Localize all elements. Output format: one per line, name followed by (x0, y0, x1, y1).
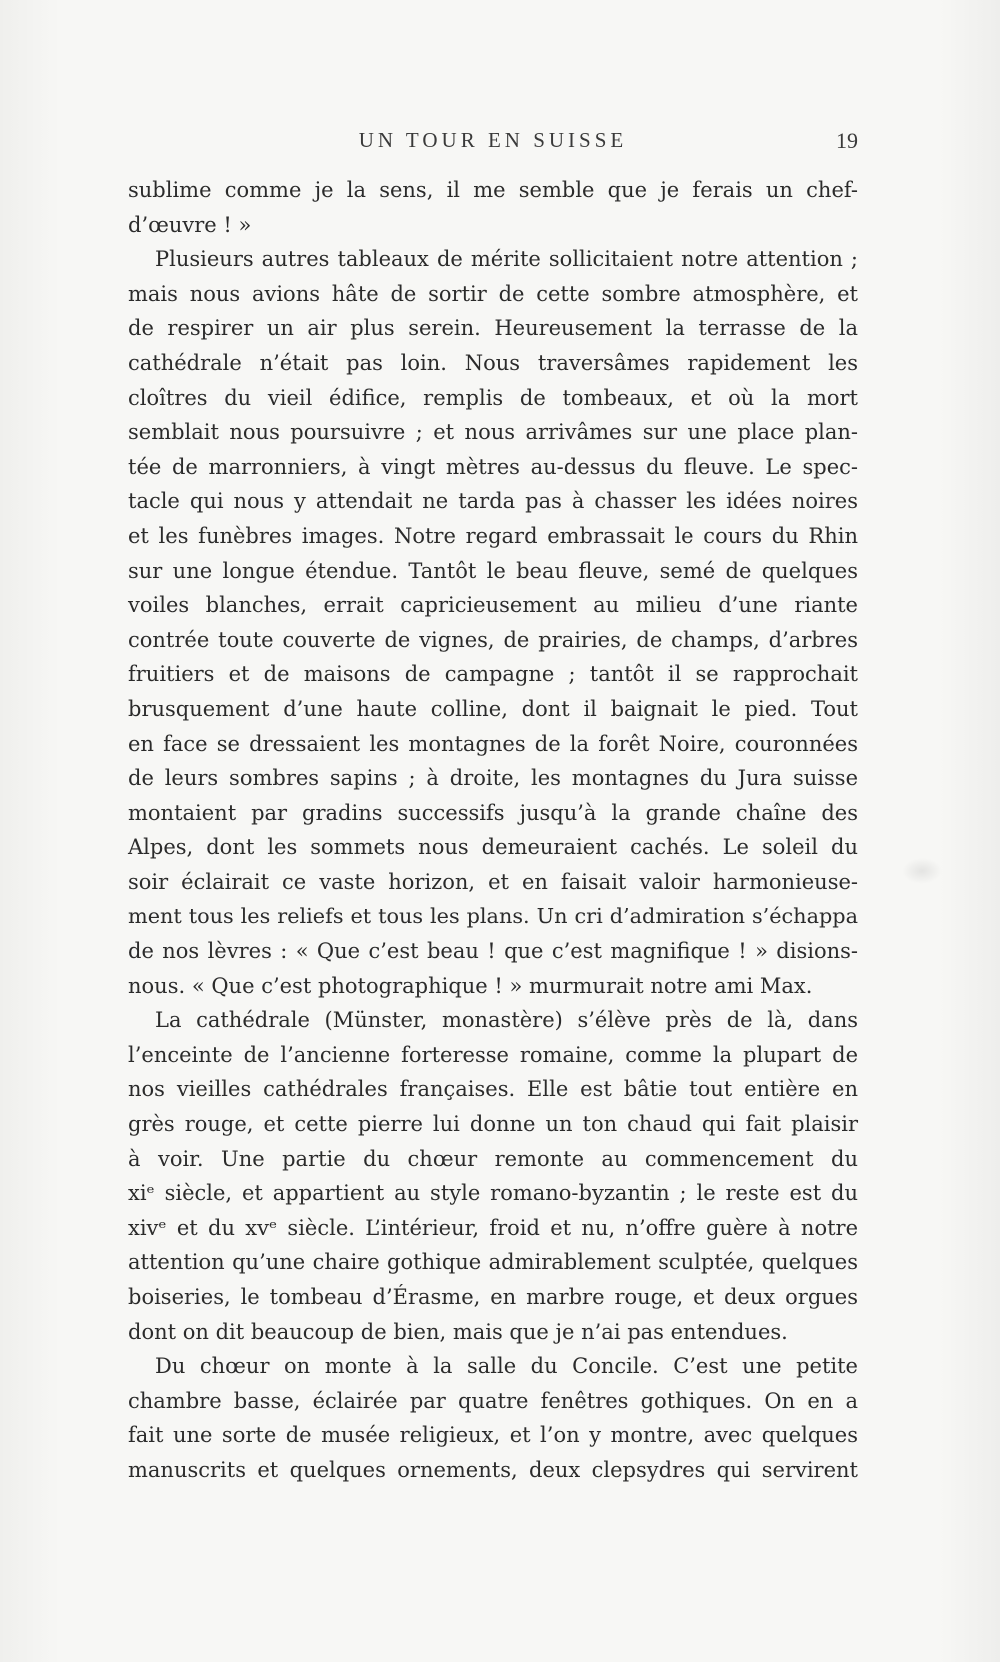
text-line: en face se dressaient les montagnes de la forêt Noire, couronnées (128, 731, 858, 756)
text-line: xiᵉ siècle, et appartient au style romano-byzantin ; le reste est du (128, 1181, 858, 1206)
text-line: l’enceinte de l’ancienne forteresse romaine, comme la plupart de (128, 1042, 858, 1067)
text-line: cloîtres du vieil édifice, remplis de tombeaux, et où la mort (128, 385, 858, 410)
running-head (128, 128, 858, 158)
body-text (128, 173, 858, 1488)
text-line: cathédrale n’était pas loin. Nous traversâmes rapidement les (128, 350, 858, 375)
text-line: de respirer un air plus serein. Heureusement la terrasse de la (128, 316, 858, 341)
text-line: La cathédrale (Münster, monastère) s’élève près de là, dans (155, 1008, 858, 1033)
text-line: mais nous avions hâte de sortir de cette sombre atmosphère, et (128, 281, 858, 306)
text-line: voiles blanches, errait capricieusement au milieu d’une riante (128, 593, 858, 618)
page-number: 19 (836, 128, 858, 153)
text-line: chambre basse, éclairée par quatre fenêtres gothiques. On en a (128, 1388, 858, 1413)
text-line: à voir. Une partie du chœur remonte au commencement du (128, 1146, 858, 1171)
text-line: Du chœur on monte à la salle du Concile. C’est une petite (155, 1354, 858, 1379)
text-line: fait une sorte de musée religieux, et l’on y montre, avec quelques (128, 1423, 858, 1448)
text-line: et les funèbres images. Notre regard embrassait le cours du Rhin (128, 523, 858, 548)
text-line: xivᵉ et du xvᵉ siècle. L’intérieur, froid et nu, n’offre guère à notre (128, 1215, 858, 1240)
text-line: brusquement d’une haute colline, dont il baignait le pied. Tout (128, 696, 858, 721)
text-line: sublime comme je la sens, il me semble que je ferais un chef- (128, 178, 858, 202)
text-line: boiseries, le tombeau d’Érasme, en marbre rouge, et deux orgues (128, 1285, 858, 1309)
text-line: de leurs sombres sapins ; à droite, les montagnes du Jura suisse (128, 766, 858, 791)
text-line: Plusieurs autres tableaux de mérite sollicitaient notre attention ; (155, 247, 858, 272)
text-line: grès rouge, et cette pierre lui donne un ton chaud qui fait plaisir (128, 1112, 858, 1137)
text-line: de nos lèvres : « Que c’est beau ! que c’est magnifique ! » disions- (128, 939, 858, 964)
text-line: montaient par gradins successifs jusqu’à la grande chaîne des (128, 800, 858, 825)
text-line: fruitiers et de maisons de campagne ; tantôt il se rapprochait (128, 662, 858, 687)
page-smudge (902, 858, 942, 884)
running-title: UN TOUR EN SUISSE (358, 128, 628, 152)
text-line: soir éclairait ce vaste horizon, et en faisait valoir harmonieuse- (128, 869, 858, 894)
text-line: d’œuvre ! » (128, 212, 252, 237)
text-line: semblait nous poursuivre ; et nous arrivâmes sur une place plan- (128, 420, 858, 445)
text-line: ment tous les reliefs et tous les plans. Un cri d’admiration s’échappa (128, 904, 858, 929)
text-line: tacle qui nous y attendait ne tarda pas à chasser les idées noires (128, 489, 858, 514)
text-line: attention qu’une chaire gothique admirablement sculptée, quelques (128, 1250, 858, 1275)
text-line: contrée toute couverte de vignes, de prairies, de champs, d’arbres (128, 627, 858, 652)
text-line: manuscrits et quelques ornements, deux clepsydres qui servirent (128, 1457, 858, 1482)
text-line: Alpes, dont les sommets nous demeuraient cachés. Le soleil du (128, 835, 858, 860)
text-line: nos vieilles cathédrales françaises. Elle est bâtie tout entière en (128, 1077, 858, 1102)
text-line: nous. « Que c’est photographique ! » murmurait notre ami Max. (128, 973, 813, 998)
text-line: dont on dit beaucoup de bien, mais que je n’ai pas entendues. (128, 1319, 788, 1344)
text-line: tée de marronniers, à vingt mètres au-dessus du fleuve. Le spec- (128, 454, 858, 479)
text-line: sur une longue étendue. Tantôt le beau fleuve, semé de quelques (128, 558, 858, 583)
